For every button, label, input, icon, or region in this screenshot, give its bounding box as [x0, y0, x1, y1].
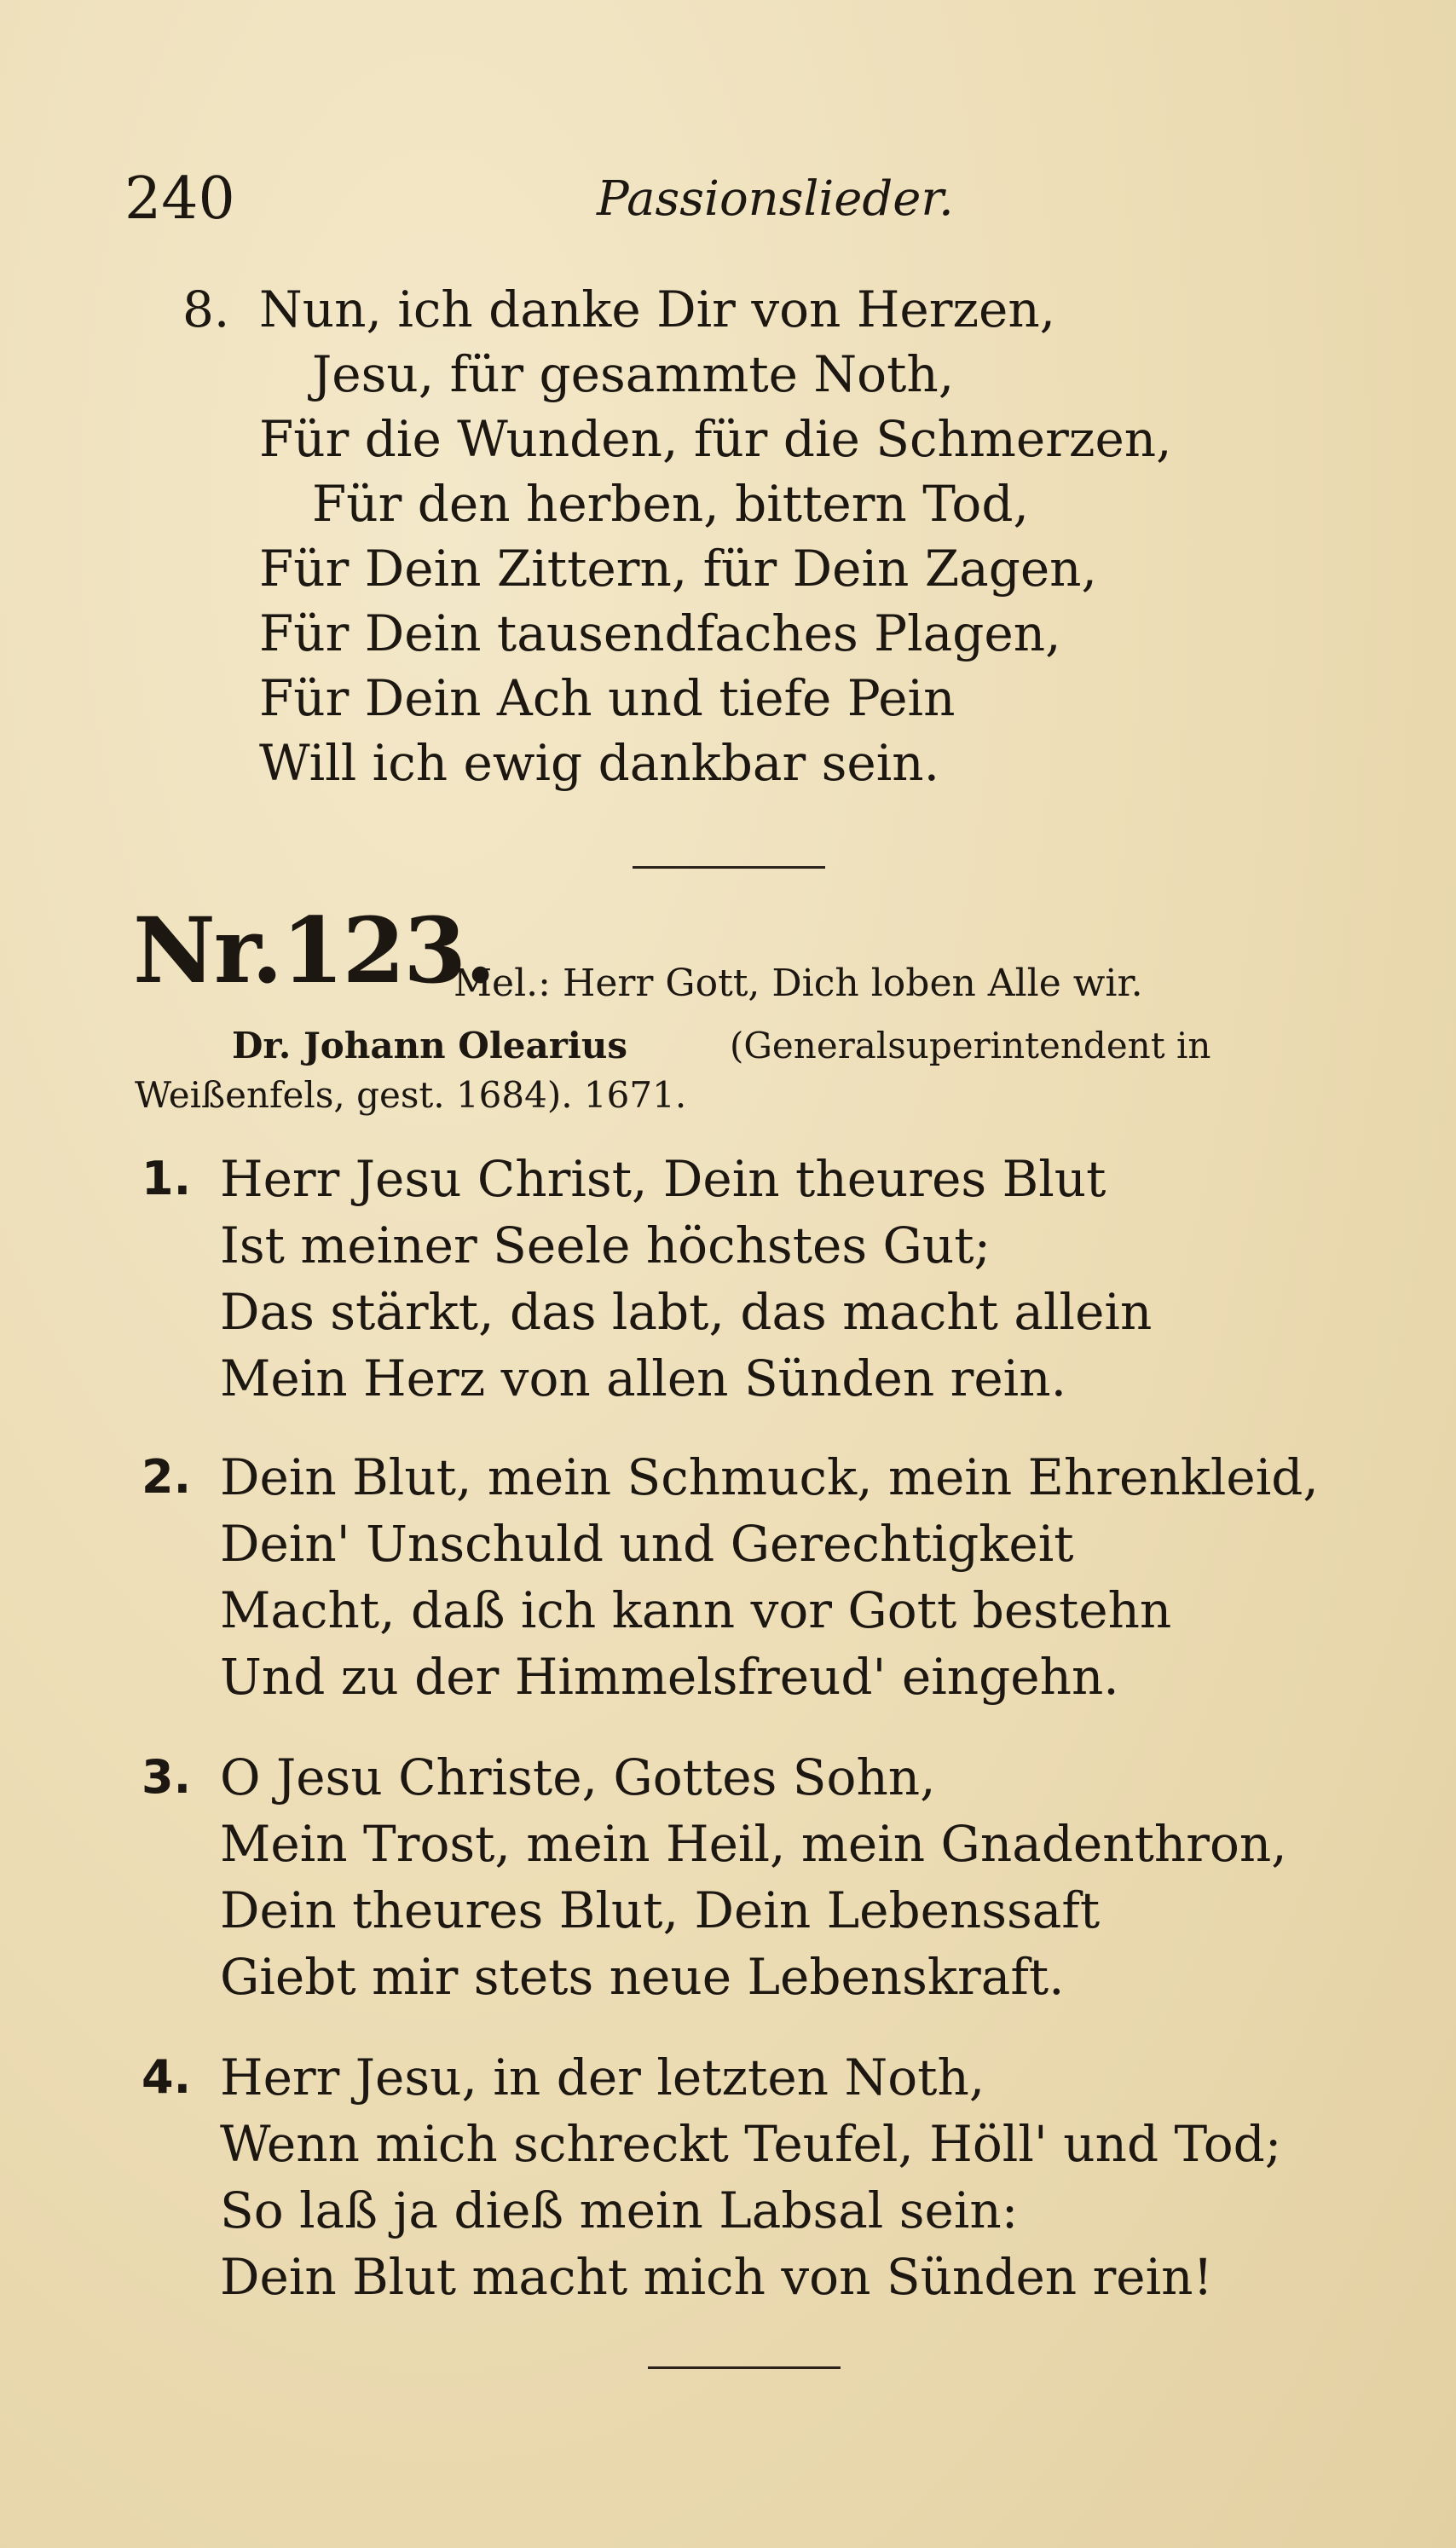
verse-line: O Jesu Christe, Gottes Sohn, [220, 1748, 936, 1806]
verse-line: Dein Blut macht mich von Sünden rein! [220, 2248, 1213, 2306]
verse-number: 2. [142, 1450, 192, 1504]
author-info: (Generalsuperintendent in [730, 1025, 1211, 1066]
verse-line: Nun, ich danke Dir von Herzen, [259, 280, 1056, 338]
end-divider [648, 2366, 841, 2369]
verse-line: Das stärkt, das labt, das macht allein [220, 1283, 1153, 1341]
verse-number: 4. [142, 2050, 192, 2104]
melody-line: Mel.: Herr Gott, Dich loben Alle wir. [454, 962, 1143, 1005]
verse-line: Mein Trost, mein Heil, mein Gnadenthron, [220, 1815, 1287, 1873]
section-divider [633, 866, 825, 869]
verse-line: Ist meiner Seele höchstes Gut; [220, 1216, 991, 1274]
verse-line: Für die Wunden, für die Schmerzen, [259, 410, 1172, 468]
verse-line: Macht, daß ich kann vor Gott bestehn [220, 1581, 1172, 1639]
verse-line: Herr Jesu Christ, Dein theures Blut [220, 1150, 1106, 1208]
verse-line: Dein Blut, mein Schmuck, mein Ehrenkleid, [220, 1448, 1319, 1506]
verse-line: Herr Jesu, in der letzten Noth, [220, 2048, 985, 2106]
verse-line: Dein' Unschuld und Gerechtigkeit [220, 1515, 1074, 1573]
verse-line: So laß ja dieß mein Labsal sein: [220, 2181, 1019, 2239]
page-number: 240 [124, 165, 235, 233]
verse-line: Wenn mich schreckt Teufel, Höll' und Tod; [220, 2115, 1282, 2173]
verse-line: Giebt mir stets neue Lebenskraft. [220, 1948, 1065, 2006]
verse-line: Für Dein tausendfaches Plagen, [259, 604, 1061, 662]
verse-line: Mein Herz von allen Sünden rein. [220, 1349, 1067, 1407]
verse-line: Für Dein Zittern, für Dein Zagen, [259, 540, 1097, 598]
hymn-number: Nr.123. [133, 897, 495, 1003]
author-name: Dr. Johann Olearius [232, 1025, 628, 1066]
verse-line: Und zu der Himmelsfreud' eingehn. [220, 1648, 1119, 1706]
author-info-line2: Weißenfels, gest. 1684). 1671. [135, 1074, 687, 1116]
verse-line: Für den herben, bittern Tod, [312, 475, 1029, 533]
verse-line: Dein theures Blut, Dein Lebenssaft [220, 1881, 1101, 1939]
running-title: Passionslieder. [597, 171, 954, 227]
verse-line: Für Dein Ach und tiefe Pein [259, 669, 956, 727]
verse-line: Will ich ewig dankbar sein. [259, 734, 940, 792]
verse-number: 8. [182, 280, 230, 338]
verse-number: 3. [142, 1750, 192, 1804]
verse-line: Jesu, für gesammte Noth, [312, 345, 955, 403]
verse-number: 1. [142, 1152, 192, 1205]
